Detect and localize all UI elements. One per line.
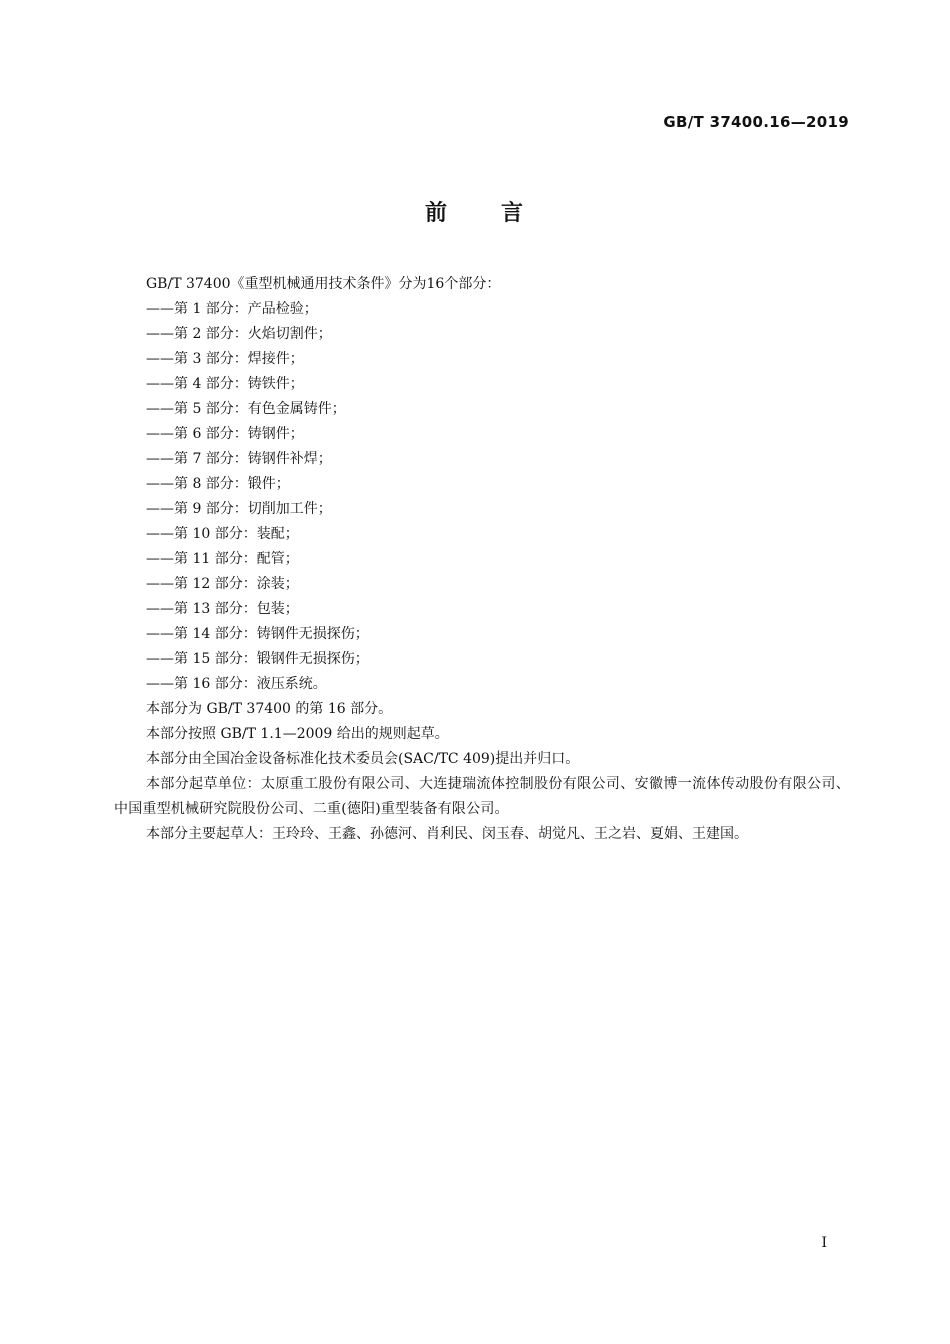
part-item: ——第 12 部分：涂装； [146, 576, 299, 592]
page-title [0, 196, 950, 227]
foreword-body [114, 272, 850, 847]
part-item: ——第 13 部分：包装； [146, 601, 299, 617]
part-item: ——第 6 部分：铸钢件； [146, 426, 304, 442]
proposed-by-statement: 本部分由全国冶金设备标准化技术委员会(SAC/TC 409)提出并归口。 [146, 751, 580, 767]
part-item: ——第 5 部分：有色金属铸件； [146, 401, 346, 417]
part-item: ——第 8 部分：锻件； [146, 476, 290, 492]
part-item: ——第 10 部分：装配； [146, 526, 299, 542]
part-item: ——第 4 部分：铸铁件； [146, 376, 304, 392]
part-item: ——第 9 部分：切削加工件； [146, 501, 332, 517]
drafting-rules-statement: 本部分按照 GB/T 1.1—2009 给出的规则起草。 [146, 726, 449, 742]
title-char-2: 言 [501, 201, 526, 226]
parts-list [114, 297, 850, 697]
part-item: ——第 3 部分：焊接件； [146, 351, 304, 367]
part-item: ——第 16 部分：液压系统。 [146, 676, 327, 692]
part-item: ——第 15 部分：锻钢件无损探伤； [146, 651, 369, 667]
standard-code: GB/T 37400.16—2019 [663, 113, 849, 131]
drafting-units-statement: 本部分起草单位：太原重工股份有限公司、大连捷瑞流体控制股份有限公司、安徽博一流体传动股份有限公司、中国重型机械研究院股份公司、二重(德阳)重型装备有限公司。 [114, 776, 850, 817]
intro-paragraph: GB/T 37400《重型机械通用技术条件》分为16个部分： [146, 276, 501, 292]
part-item: ——第 11 部分：配管； [146, 551, 299, 567]
part-of-statement: 本部分为 GB/T 37400 的第 16 部分。 [146, 701, 393, 717]
part-item: ——第 7 部分：铸钢件补焊； [146, 451, 332, 467]
page-number: I [821, 1235, 827, 1251]
part-item: ——第 2 部分：火焰切割件； [146, 326, 332, 342]
title-char-1: 前 [424, 201, 449, 226]
part-item: ——第 1 部分：产品检验； [146, 301, 318, 317]
part-item: ——第 14 部分：铸钢件无损探伤； [146, 626, 369, 642]
drafters-statement: 本部分主要起草人：王玲玲、王鑫、孙德河、肖利民、闵玉春、胡觉凡、王之岩、夏娟、王建国。 [146, 826, 748, 842]
